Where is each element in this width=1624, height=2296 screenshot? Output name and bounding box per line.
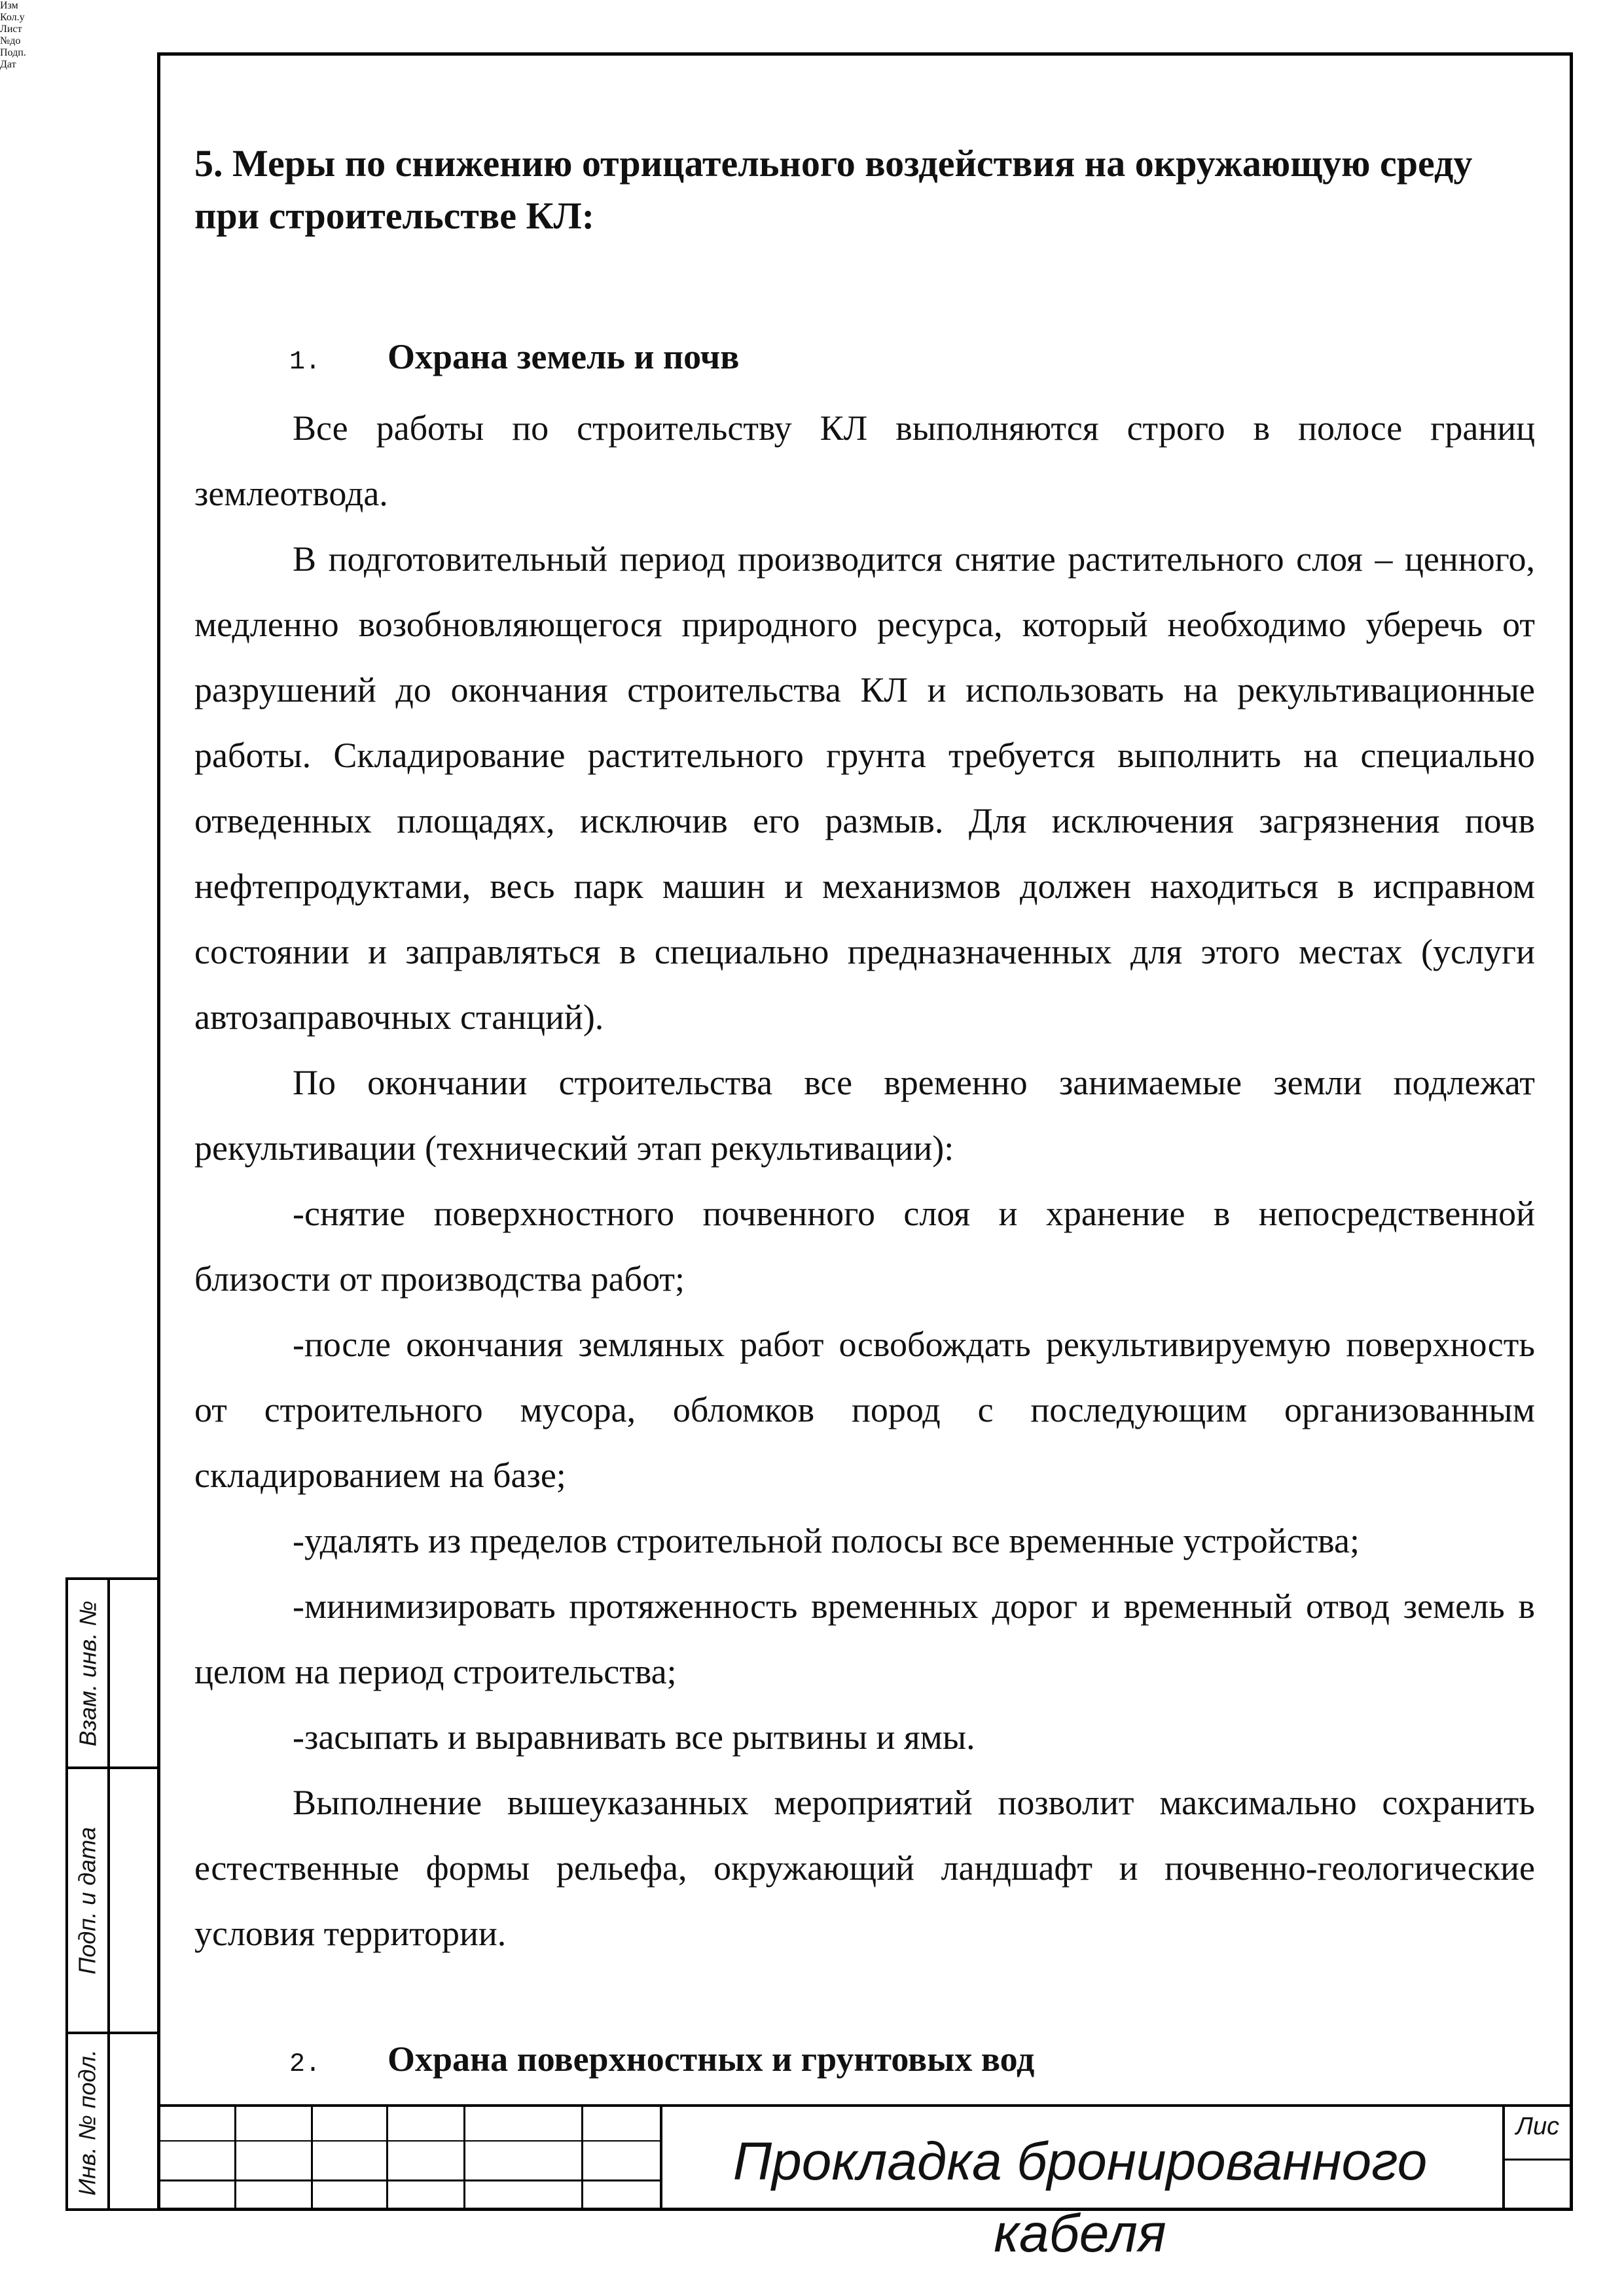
title-block-row-line	[157, 2179, 661, 2181]
subsection-title: Охрана земель и почв	[388, 337, 740, 376]
caption-kol: Кол.у	[0, 12, 25, 23]
caption-list: Лист	[0, 24, 22, 35]
side-stamp-divider	[107, 1580, 110, 2208]
title-block-row-line	[157, 2140, 661, 2142]
list-item: -минимизировать протяженность временных дорог и временный отвод земель в целом на период строительства;	[194, 1587, 1535, 1691]
paragraph: В подготовительный период производится снятие растительного слоя – ценного, медленно возобновляющегося природного ресурса, который необходимо уберечь от разрушений до окончания строительства КЛ и использовать на рекультивационные работы. Складирование растительного грунта требуется выполнить на специально отведенных площадях, исключив его размыв. Для исключения загрязнения почв нефтепродуктами, весь парк машин и механизмов должен находиться в исправном состоянии и заправляться в специально предназначенных для этого местах (услуги автозаправочных станций).	[194, 539, 1535, 1037]
caption-ndoc: №до	[0, 35, 21, 46]
title-block-col-line	[463, 2104, 465, 2211]
subsection-heading-2	[194, 2026, 1535, 2098]
document-body	[194, 118, 1535, 2098]
section-heading: 5. Меры по снижению отрицательного воздействия на окружающую среду при строительстве КЛ:	[194, 142, 1473, 237]
subsection-number: 1.	[289, 348, 321, 377]
subsection-title: Охрана поверхностных и грунтовых вод	[388, 2039, 1035, 2079]
title-block-col-line	[311, 2104, 313, 2211]
side-stamp	[65, 1577, 157, 2211]
caption-data: Дат	[0, 59, 16, 70]
list-item: -после окончания земляных работ освобождать рекультивируемую поверхность от строительного мусора, обломков пород с последующим организованным складированием на базе;	[194, 1325, 1535, 1495]
paragraph: Все работы по строительству КЛ выполняются строго в полосе границ землеотвода.	[194, 408, 1535, 513]
title-block-row-line	[1502, 2159, 1573, 2161]
title-block-col-line	[386, 2104, 388, 2211]
title-block-col-line	[234, 2104, 236, 2211]
caption-izm: Изм	[0, 0, 18, 11]
list-item: -засыпать и выравнивать все рытвины и ямы.	[293, 1717, 975, 1757]
title-block-outer-line	[157, 2104, 1573, 2107]
list-item: -удалять из пределов строительной полосы все временные устройства;	[293, 1521, 1360, 1560]
paragraph: По окончании строительства все временно занимаемые земли подлежат рекультивации (технический этап рекультивации):	[194, 1063, 1535, 1168]
subsection-heading-1	[194, 324, 1535, 395]
caption-podp: Подп.	[0, 47, 26, 58]
side-label-vzam: Взам. инв. №	[74, 1600, 101, 1746]
paragraph: Выполнение вышеуказанных мероприятий позволит максимально сохранить естественные формы рельефа, окружающий ландшафт и почвенно-геологические условия территории.	[194, 1783, 1535, 1953]
side-label-inv: Инв. № подл.	[74, 2049, 101, 2196]
subsection-number: 2.	[289, 2050, 321, 2079]
side-label-podp: Подп. и дата	[74, 1826, 101, 1975]
sheet-label: Лис	[1515, 2113, 1560, 2140]
list-item: -снятие поверхностного почвенного слоя и хранение в непосредственной близости от производства работ;	[194, 1194, 1535, 1299]
title-block-col-line	[660, 2104, 662, 2211]
document-title: Прокладка бронированного кабеля	[732, 2132, 1428, 2263]
title-block-col-line	[581, 2104, 583, 2211]
